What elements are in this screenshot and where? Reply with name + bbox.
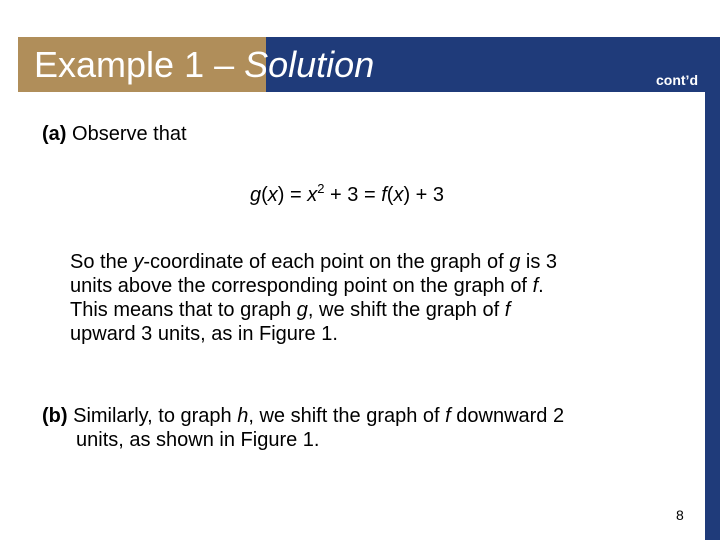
para-line-1 [70, 250, 680, 274]
equation [250, 183, 444, 207]
eq-mid2: + 3 = [324, 184, 382, 206]
para-var-f: f [504, 299, 511, 321]
para-line-4: upward 3 units, as in Figure 1. [70, 323, 338, 345]
title-italic: Solution [244, 44, 375, 85]
part-b-text: , we shift the graph of [248, 405, 446, 427]
para-text: This means that to graph [70, 299, 297, 321]
para-var-g: g [509, 251, 521, 273]
eq-f: f [381, 184, 387, 206]
para-var-f: f [532, 275, 539, 297]
para-text: , we shift the graph of [307, 299, 505, 321]
title-main: Example 1 – [34, 44, 245, 85]
para-var-g: g [296, 299, 308, 321]
part-a-label: (a) [42, 123, 67, 145]
part-b-var-f: f [445, 405, 451, 427]
para-line-3 [70, 298, 680, 322]
part-a-intro [42, 122, 187, 146]
slide-title [34, 42, 374, 87]
right-accent-bar [705, 92, 720, 540]
para-text: -coordinate of each point on the graph of [143, 251, 510, 273]
part-b-label: (b) [42, 405, 68, 427]
para-text: is 3 [520, 251, 558, 273]
eq-open1: ( [261, 184, 268, 206]
eq-x1: x [267, 184, 278, 206]
eq-g: g [250, 184, 262, 206]
para-text: . [538, 275, 544, 297]
para-text: So the [70, 251, 134, 273]
eq-mid1: ) = [277, 184, 308, 206]
part-b-line-2: units, as shown in Figure 1. [76, 429, 320, 451]
eq-open2: ( [386, 184, 394, 206]
explanation-paragraph [70, 250, 680, 346]
eq-end: ) + 3 [403, 184, 445, 206]
part-b-text: Similarly, to graph [67, 405, 238, 427]
para-var-y: y [133, 251, 144, 273]
part-b-text: downward 2 [450, 405, 565, 427]
para-line-2 [70, 274, 680, 298]
part-a-text: Observe that [66, 123, 187, 145]
eq-exponent: 2 [317, 181, 325, 196]
para-text: units above the corresponding point on the graph of [70, 275, 533, 297]
page-number: 8 [676, 507, 684, 523]
part-b-var-h: h [237, 405, 249, 427]
continued-label: cont’d [656, 72, 698, 88]
eq-x2: x [307, 184, 318, 206]
part-b-line-1 [42, 404, 692, 428]
eq-x3: x [393, 184, 404, 206]
part-b-paragraph [42, 404, 692, 452]
